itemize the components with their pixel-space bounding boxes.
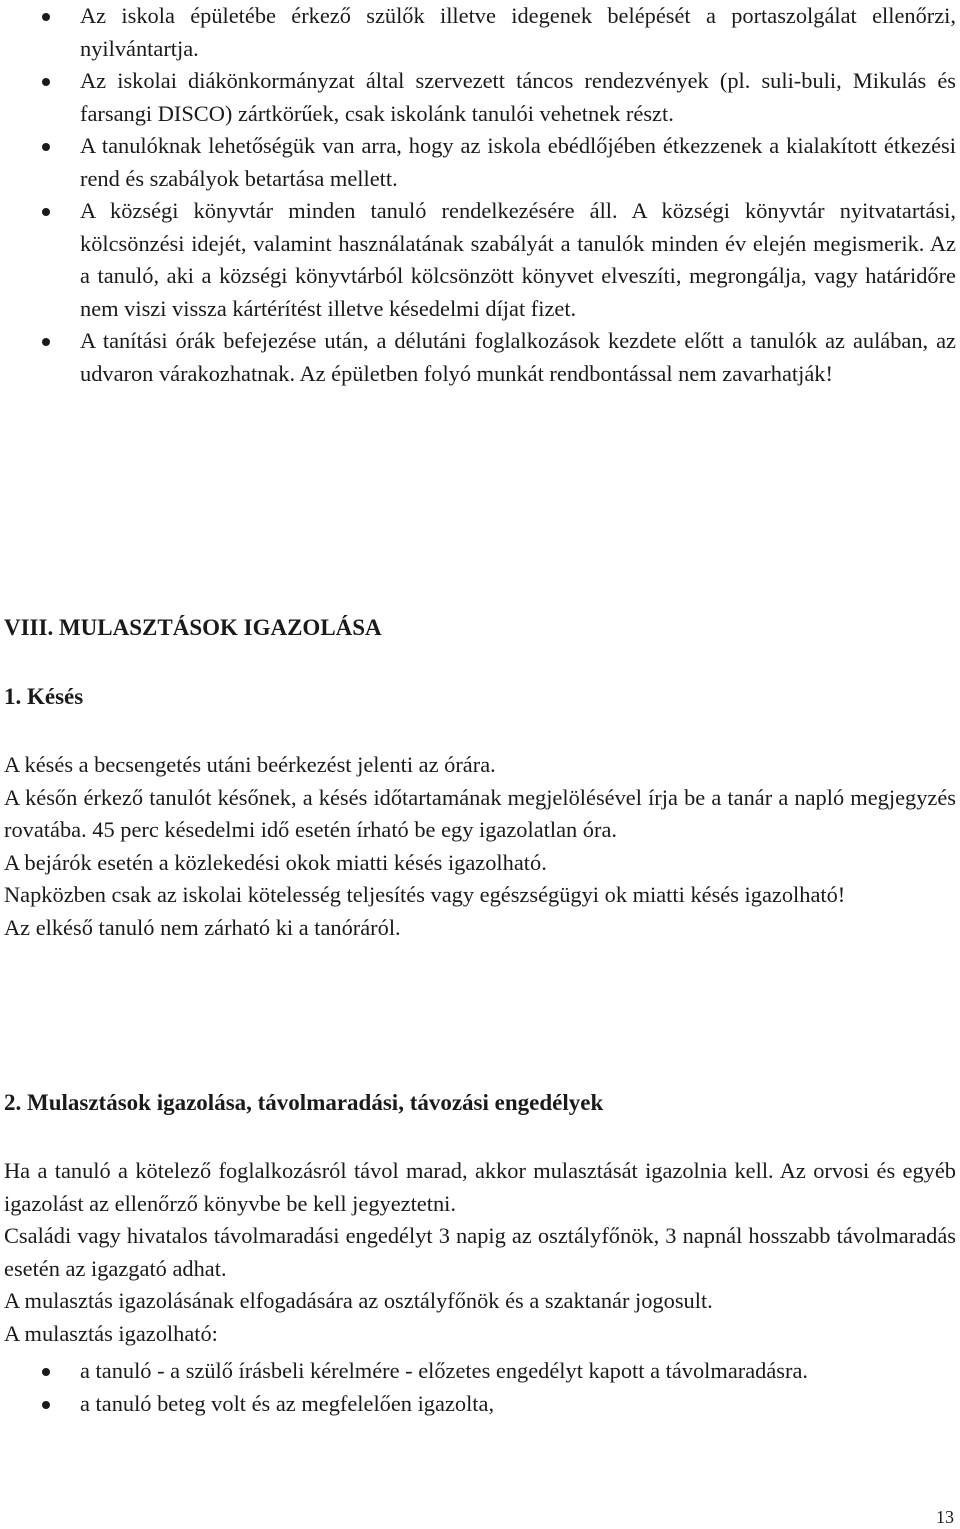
- list-item: a tanuló - a szülő írásbeli kérelmére - előzetes engedélyt kapott a távolmaradásra.: [0, 1355, 960, 1388]
- list-item: Az iskola épületébe érkező szülők illetve idegenek belépését a portaszolgálat ellenőrzi, nyilvántartja.: [0, 0, 960, 65]
- paragraph: Ha a tanuló a kötelező foglalkozásról távol marad, akkor mulasztását igazolnia kell. Az orvosi és egyéb igazolást az ellenőrző könyvbe be kell jegyeztetni.: [4, 1158, 956, 1216]
- section-1-body: [4, 749, 956, 944]
- paragraph: Az elkéső tanuló nem zárható ki a tanóráról.: [4, 914, 401, 940]
- list-item: a tanuló beteg volt és az megfelelően igazolta,: [0, 1388, 960, 1421]
- chapter-title: VIII. MULASZTÁSOK IGAZOLÁSA: [4, 615, 382, 640]
- paragraph: Napközben csak az iskolai kötelesség teljesítés vagy egészségügyi ok miatti késés igazolható!: [4, 882, 846, 907]
- list-item: A tanítási órák befejezése után, a délutáni foglalkozások kezdete előtt a tanulók az aulában, az udvaron várakozhatnak. Az épületben folyó munkát rendbontással nem zavarhatják!: [0, 325, 960, 390]
- paragraph: A későn érkező tanulót későnek, a késés időtartamának megjelölésével írja be a tanár a napló megjegyzés rovatába. 45 perc késedelmi idő esetén írható be egy igazolatlan óra.: [4, 784, 956, 842]
- page-number: 13: [936, 1507, 954, 1527]
- paragraph: Családi vagy hivatalos távolmaradási engedélyt 3 napig az osztályfőnök, 3 napnál hosszabb távolmaradás esetén az igazgató adhat.: [4, 1223, 956, 1281]
- paragraph: A mulasztás igazolásának elfogadására az osztályfőnök és a szaktanár jogosult.: [4, 1288, 713, 1313]
- list-item: A tanulóknak lehetőségük van arra, hogy az iskola ebédlőjében étkezzenek a kialakított étkezési rend és szabályok betartása mellett.: [0, 130, 960, 195]
- section-2-body: [4, 1155, 956, 1350]
- paragraph: A bejárók esetén a közlekedési okok miatti késés igazolható.: [4, 849, 547, 875]
- absence-bullet-list: [0, 1355, 960, 1420]
- section-1-title: 1. Késés: [4, 684, 84, 709]
- paragraph: A mulasztás igazolható:: [4, 1320, 218, 1346]
- list-item: Az iskolai diákönkormányzat által szervezett táncos rendezvények (pl. suli-buli, Mikulás és farsangi DISCO) zártkörűek, csak iskolánk tanulói vehetnek részt.: [0, 65, 960, 130]
- list-item: A községi könyvtár minden tanuló rendelkezésére áll. A községi könyvtár nyitvatartási, kölcsönzési idejét, valamint használatának szabályát a tanulók minden év elején megismerik. Az a tanuló, aki a községi könyvtárból kölcsönzött könyvet elveszíti, megrongálja, vagy határidőre nem viszi vissza kártérítést illetve késedelmi díjat fizet.: [0, 195, 960, 325]
- section-2-title: 2. Mulasztások igazolása, távolmaradási, távozási engedélyek: [4, 1090, 604, 1115]
- paragraph: A késés a becsengetés utáni beérkezést jelenti az órára.: [4, 752, 496, 777]
- rules-bullet-list: [0, 0, 960, 390]
